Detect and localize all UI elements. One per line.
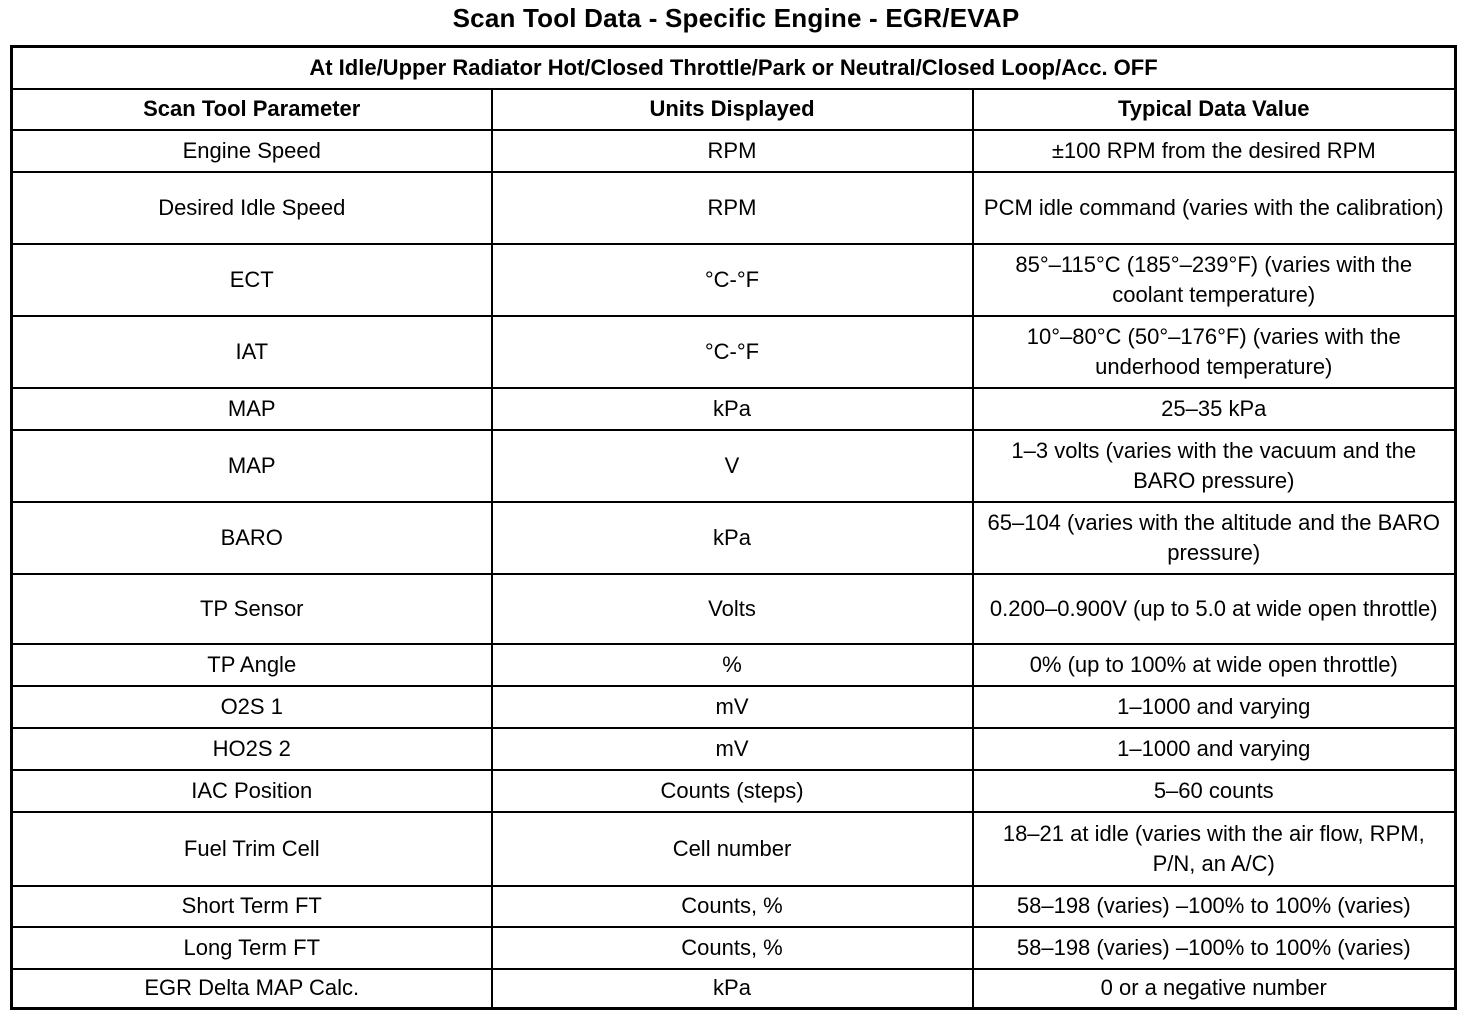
header-row [12,89,1456,130]
table-row [12,927,1456,969]
value-cell: 0.200–0.900V (up to 5.0 at wide open throttle) [973,574,1456,644]
parameter-cell: Desired Idle Speed [12,172,492,244]
parameter-cell: TP Sensor [12,574,492,644]
value-cell: 5–60 counts [973,770,1456,812]
table-row [12,388,1456,430]
value-cell: 1–3 volts (varies with the vacuum and the BARO pressure) [973,430,1456,502]
scan-tool-data-table [10,45,1457,1010]
value-cell: 0 or a negative number [973,969,1456,1009]
table-row [12,969,1456,1009]
value-cell: 1–1000 and varying [973,728,1456,770]
units-cell: °C-°F [492,316,973,388]
header-parameter: Scan Tool Parameter [12,89,492,130]
table-row [12,728,1456,770]
parameter-cell: ECT [12,244,492,316]
parameter-cell: Short Term FT [12,886,492,927]
page-title: Scan Tool Data - Specific Engine - EGR/EVAP [452,3,1020,33]
table-row [12,430,1456,502]
parameter-cell: EGR Delta MAP Calc. [12,969,492,1009]
units-cell: RPM [492,130,973,172]
value-cell: 85°–115°C (185°–239°F) (varies with the coolant temperature) [973,244,1456,316]
table-row [12,686,1456,728]
value-cell: PCM idle command (varies with the calibration) [973,172,1456,244]
parameter-cell: IAC Position [12,770,492,812]
table-row [12,316,1456,388]
value-cell: ±100 RPM from the desired RPM [973,130,1456,172]
units-cell: Counts, % [492,927,973,969]
parameter-cell: Engine Speed [12,130,492,172]
value-cell: 65–104 (varies with the altitude and the BARO pressure) [973,502,1456,574]
header-units: Units Displayed [492,89,973,130]
table-row [12,812,1456,886]
table-row [12,886,1456,927]
condition-row [12,47,1456,89]
table-row [12,644,1456,686]
value-cell: 18–21 at idle (varies with the air flow, RPM, P/N, an A/C) [973,812,1456,886]
units-cell: kPa [492,388,973,430]
parameter-cell: BARO [12,502,492,574]
value-cell: 1–1000 and varying [973,686,1456,728]
parameter-cell: Long Term FT [12,927,492,969]
table-row [12,244,1456,316]
units-cell: kPa [492,502,973,574]
header-typical-value: Typical Data Value [973,89,1456,130]
parameter-cell: Fuel Trim Cell [12,812,492,886]
parameter-cell: HO2S 2 [12,728,492,770]
parameter-cell: MAP [12,430,492,502]
parameter-cell: MAP [12,388,492,430]
table-row [12,574,1456,644]
value-cell: 10°–80°C (50°–176°F) (varies with the underhood temperature) [973,316,1456,388]
value-cell: 58–198 (varies) –100% to 100% (varies) [973,886,1456,927]
units-cell: Volts [492,574,973,644]
units-cell: V [492,430,973,502]
units-cell: mV [492,728,973,770]
parameter-cell: IAT [12,316,492,388]
parameter-cell: TP Angle [12,644,492,686]
units-cell: Counts (steps) [492,770,973,812]
units-cell: % [492,644,973,686]
test-condition: At Idle/Upper Radiator Hot/Closed Throttle/Park or Neutral/Closed Loop/Acc. OFF [12,47,1456,89]
units-cell: RPM [492,172,973,244]
table-row [12,172,1456,244]
table-row [12,130,1456,172]
units-cell: Counts, % [492,886,973,927]
value-cell: 25–35 kPa [973,388,1456,430]
parameter-cell: O2S 1 [12,686,492,728]
table-row [12,502,1456,574]
units-cell: kPa [492,969,973,1009]
units-cell: °C-°F [492,244,973,316]
value-cell: 0% (up to 100% at wide open throttle) [973,644,1456,686]
table-row [12,770,1456,812]
units-cell: Cell number [492,812,973,886]
value-cell: 58–198 (varies) –100% to 100% (varies) [973,927,1456,969]
units-cell: mV [492,686,973,728]
